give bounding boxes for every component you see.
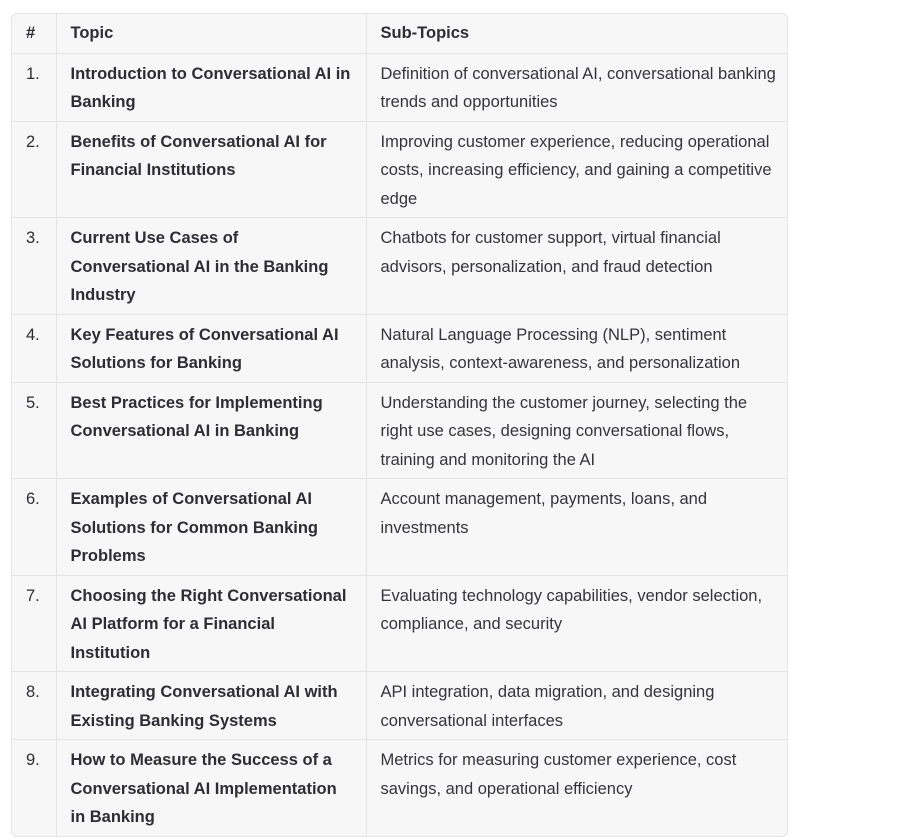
- row-number: 1.: [12, 53, 56, 121]
- header-subtopics: Sub-Topics: [366, 14, 787, 53]
- table-row: [12, 382, 787, 479]
- row-topic: Benefits of Conversational AI for Financial Institutions: [56, 121, 366, 218]
- row-subtopics: Account management, payments, loans, and investments: [366, 479, 787, 576]
- row-number: 5.: [12, 382, 56, 479]
- topics-table: [12, 14, 787, 836]
- row-number: 2.: [12, 121, 56, 218]
- topics-table-container: [11, 13, 788, 837]
- table-row: [12, 121, 787, 218]
- row-topic: Integrating Conversational AI with Existing Banking Systems: [56, 672, 366, 740]
- row-topic: Introduction to Conversational AI in Banking: [56, 53, 366, 121]
- row-number: 7.: [12, 575, 56, 672]
- row-subtopics: Evaluating technology capabilities, vendor selection, compliance, and security: [366, 575, 787, 672]
- row-number: 9.: [12, 740, 56, 836]
- row-topic: Examples of Conversational AI Solutions for Common Banking Problems: [56, 479, 366, 576]
- table-row: [12, 53, 787, 121]
- table-row: [12, 314, 787, 382]
- row-subtopics: Definition of conversational AI, conversational banking trends and opportunities: [366, 53, 787, 121]
- table-row: [12, 218, 787, 315]
- row-topic: How to Measure the Success of a Conversational AI Implementation in Banking: [56, 740, 366, 836]
- row-subtopics: Natural Language Processing (NLP), sentiment analysis, context-awareness, and personalization: [366, 314, 787, 382]
- row-subtopics: Metrics for measuring customer experience, cost savings, and operational efficiency: [380, 751, 737, 798]
- row-number: 4.: [12, 314, 56, 382]
- row-subtopics: Understanding the customer journey, selecting the right use cases, designing conversational flows, training and monitoring the AI: [366, 382, 787, 479]
- row-number: 3.: [12, 218, 56, 315]
- row-subtopics: API integration, data migration, and designing conversational interfaces: [366, 672, 787, 740]
- table-row: [12, 740, 787, 836]
- header-topic: Topic: [56, 14, 366, 53]
- table-header-row: [12, 14, 787, 53]
- row-number: 8.: [12, 672, 56, 740]
- row-subtopics: Chatbots for customer support, virtual financial advisors, personalization, and fraud detection: [366, 218, 787, 315]
- row-subtopics: Improving customer experience, reducing operational costs, increasing efficiency, and gaining a competitive edge: [366, 121, 787, 218]
- row-topic: Best Practices for Implementing Conversational AI in Banking: [56, 382, 366, 479]
- row-topic: Choosing the Right Conversational AI Platform for a Financial Institution: [56, 575, 366, 672]
- table-row: [12, 575, 787, 672]
- row-topic: Key Features of Conversational AI Solutions for Banking: [56, 314, 366, 382]
- table-row: [12, 672, 787, 740]
- header-number: #: [12, 14, 56, 53]
- table-row: [12, 479, 787, 576]
- row-topic: Current Use Cases of Conversational AI in the Banking Industry: [56, 218, 366, 315]
- row-number: 6.: [12, 479, 56, 576]
